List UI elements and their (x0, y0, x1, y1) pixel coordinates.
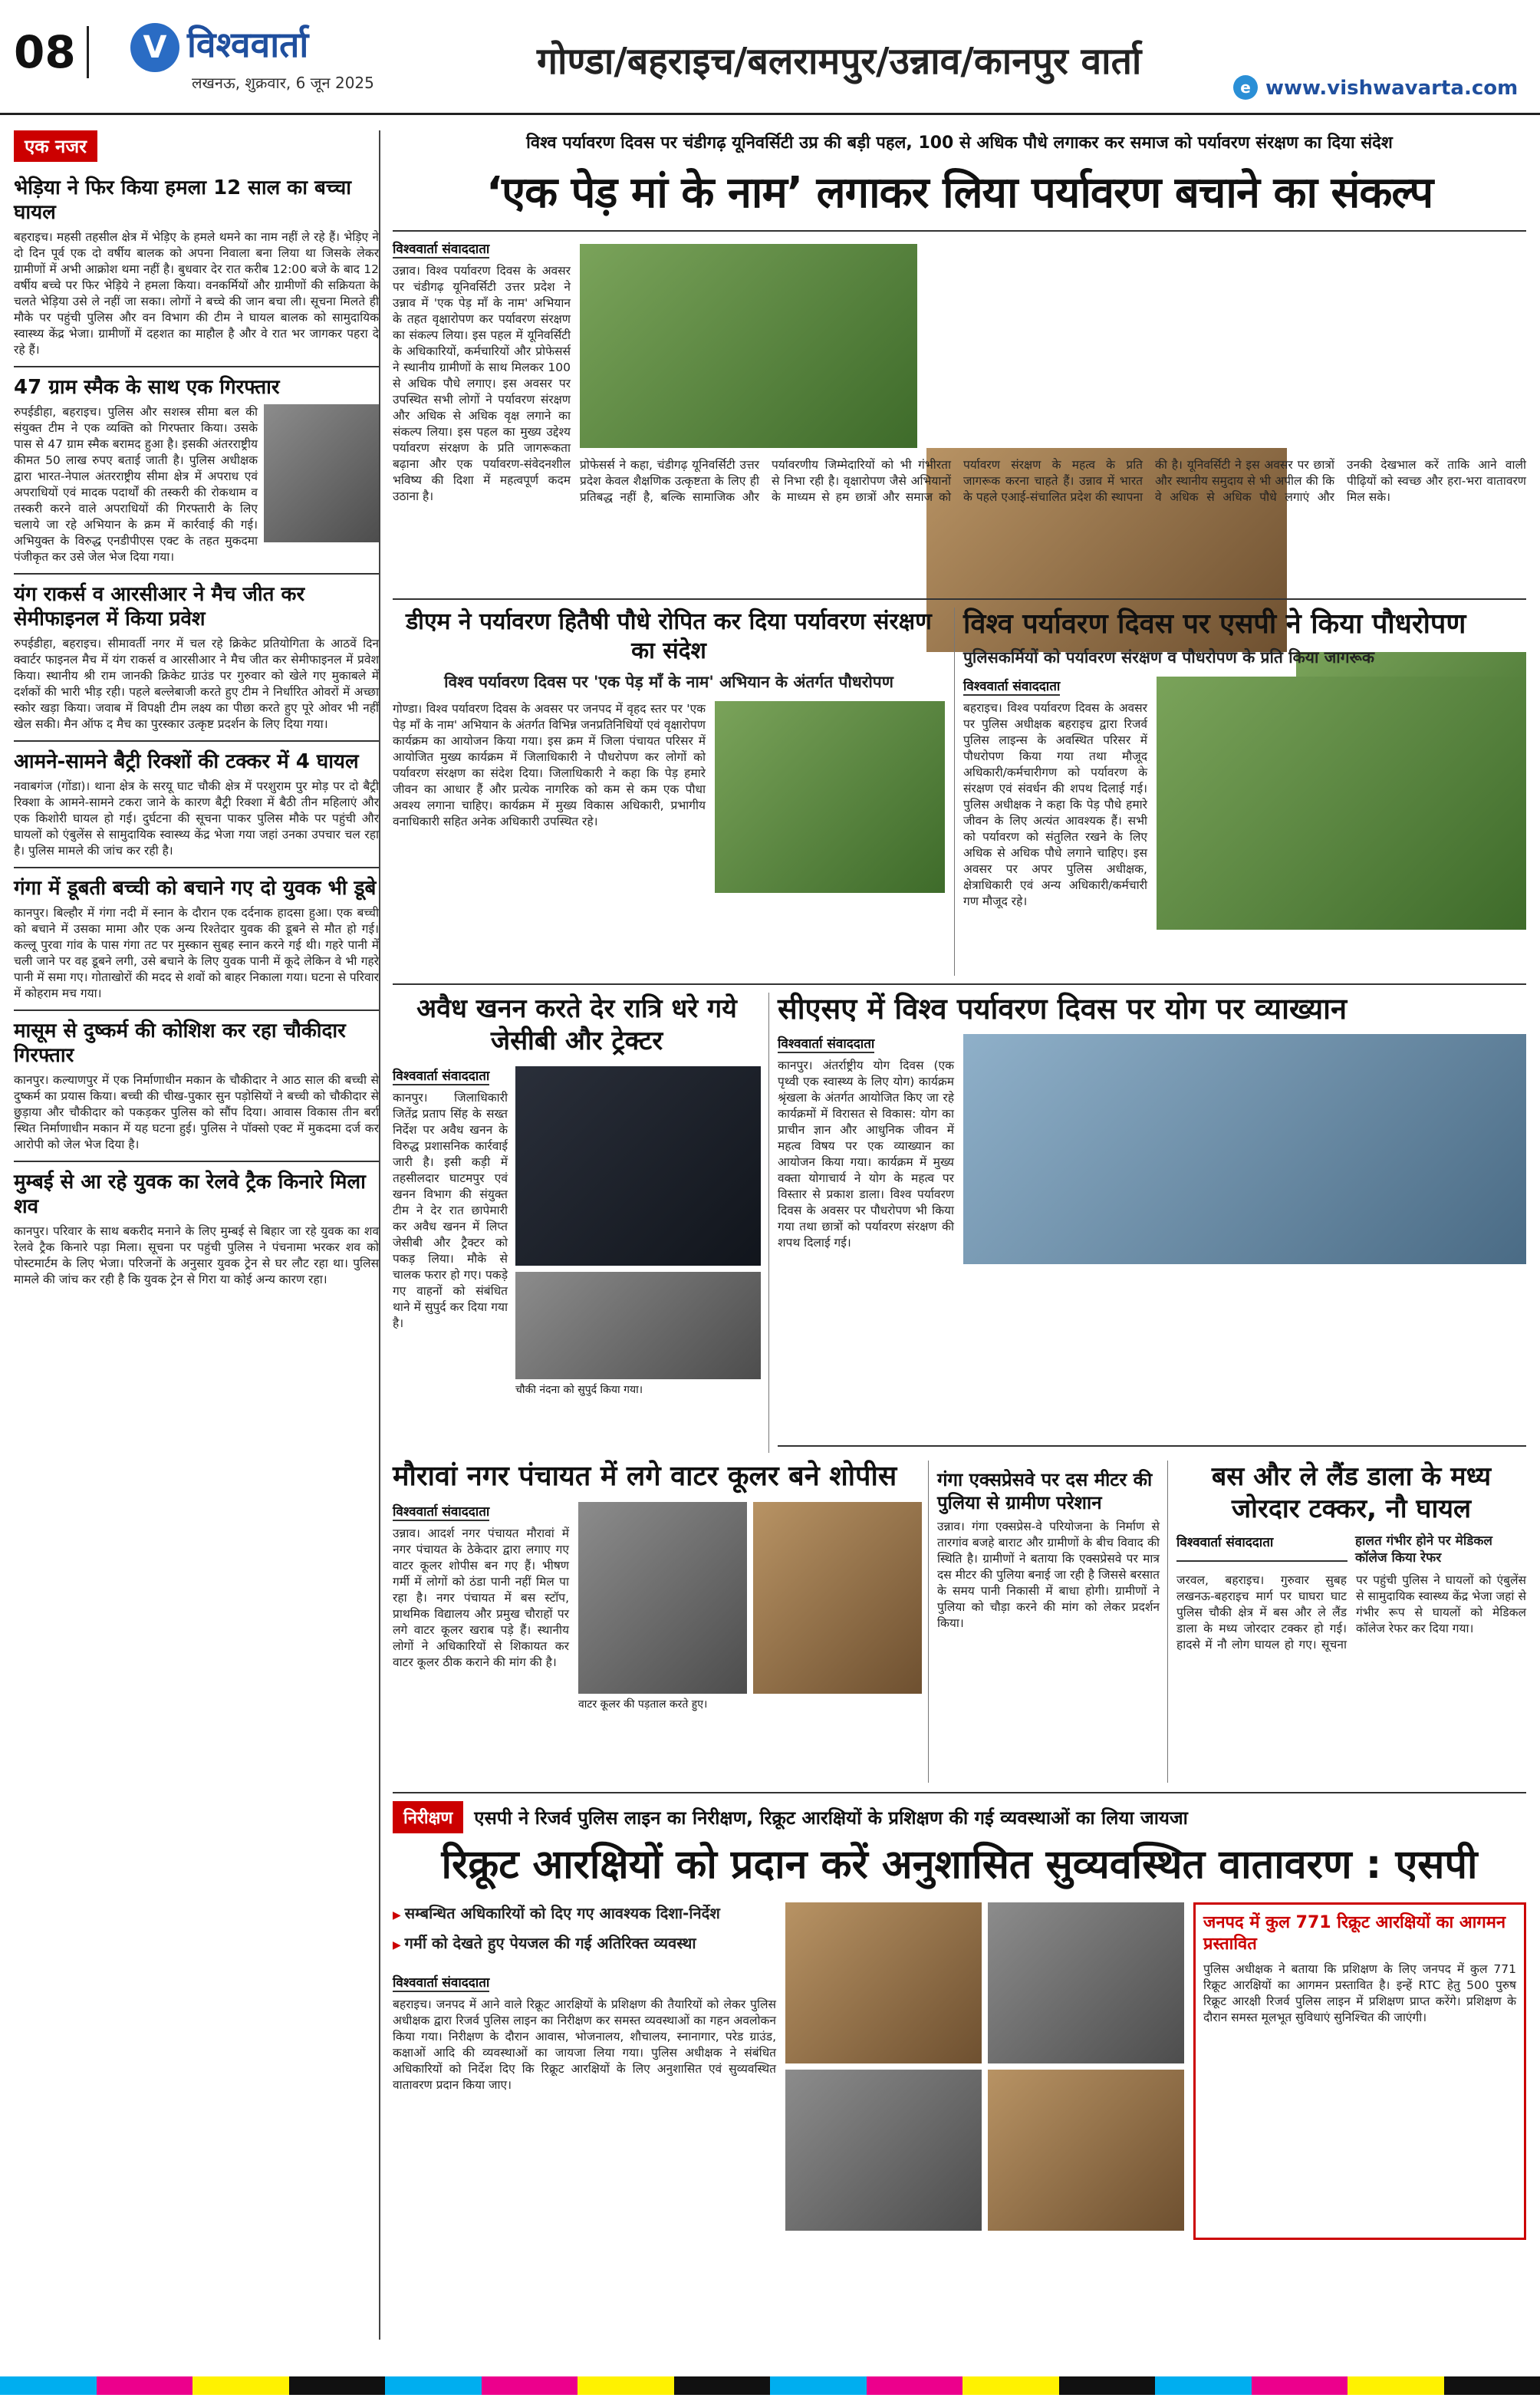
color-swatch (1252, 2376, 1348, 2395)
byline: विश्ववार्ता संवाददाता (393, 239, 489, 259)
story-headline: मासूम से दुष्कर्म की कोशिश कर रहा चौकीदार गिरफ्तार (14, 1019, 346, 1067)
left-column (14, 130, 380, 2340)
byline: विश्ववार्ता संवाददाता (1176, 1533, 1348, 1562)
cooler-story (393, 1461, 922, 1711)
story (14, 1170, 379, 1288)
color-swatch (674, 2376, 771, 2395)
color-swatch (770, 2376, 867, 2395)
story-headline: अवैध खनन करते देर रात्रि धरे गये जेसीबी और ट्रेक्टर (416, 993, 737, 1056)
story-headline: गंगा एक्सप्रेसवे पर दस मीटर की पुलिया से ग्रामीण परेशान (937, 1469, 1153, 1513)
story (14, 582, 379, 733)
color-swatch (289, 2376, 386, 2395)
color-swatch (867, 2376, 963, 2395)
story-headline: मुम्बई से आ रहे युवक का रेलवे ट्रैक किनारे मिला शव (14, 1171, 366, 1218)
photo-caption: वाटर कूलर की पड़ताल करते हुए। (578, 1698, 708, 1711)
story-body: कानपुर। परिवार के साथ बकरीद मनाने के लिए मुम्बई से बिहार जा रहे युवक का शव रेलवे ट्रैक किनारे पड़ा मिला। सूचना पर पहुंची पुलिस ने पंचनामा भरकर शव को पोस्टमार्टम के लिए भेजा। परिजनों के अनुसार युवक ट्रेन से घर लौट रहा था। पुलिस मामले की जांच कर रही है कि युवक ट्रेन से गिरा या कोई अन्य कारण रहा। (14, 1224, 379, 1286)
story-body: उन्नाव। गंगा एक्सप्रेस-वे परियोजना के निर्माण से तारगांव बजहे बाराट और ग्रामीणों के बीच विवाद की स्थिति है। ग्रामीणों ने बताया कि एक्सप्रेसवे पर मात्र दस मीटर की पुलिया बनाई जा रही है जिससे बरसात के समय पानी निकासी में बाधा होगी। ग्रामीणों ने पुलिया को चौड़ा करने की मांग को लेकर प्रदर्शन किया। (937, 1520, 1160, 1630)
story-body: कानपुर। जिलाधिकारी जितेंद्र प्रताप सिंह के सख्त निर्देश पर अवैध खनन के विरुद्ध प्रशासनिक कार्रवाई जारी है। इसी कड़ी में तहसीलदार घाटमपुर एवं खनन विभाग की संयुक्त टीम ने देर रात छापेमारी कर अवैध खनन में लिप्त जेसीबी और ट्रैक्टर को पकड़ लिया। मौके से चालक फरार हो गए। पकड़े गए वाहनों को संबंधित थाने में सुपुर्द कर दिया गया है। (393, 1091, 508, 1330)
story-body: जरवल, बहराइच। गुरुवार सुबह लखनऊ-बहराइच मार्ग पर घाघरा घाट पुलिस चौकी क्षेत्र में बस और ले लैंड डाला के मध्य जोरदार टक्कर हो गई। हादसे में नौ लोग घायल हो गए। सूचना पर पहुंची पुलिस ने घायलों को एंबुलेंस से सामुदायिक स्वास्थ्य केंद्र भेजा जहां से गंभीर रूप से घायलों को मेडिकल कॉलेज रेफर कर दिया गया। (1176, 1573, 1526, 1652)
color-swatch (578, 2376, 674, 2395)
police-kicker-row (393, 1801, 1526, 1833)
story-body: गोण्डा। विश्व पर्यावरण दिवस के अवसर पर जनपद में वृहद स्तर पर 'एक पेड़ माँ के नाम' अभियान के अंतर्गत विभिन्न जनप्रतिनिधियों एवं वृक्षारोपण कार्यक्रम का आयोजन किया गया। इस क्रम में जिला पंचायत परिसर में आयोजित मुख्य कार्यक्रम में जिलाधिकारी ने पौधरोपण कर लोगों को पर्यावरण संरक्षण का संदेश दिया। जिलाधिकारी ने कहा कि पेड़ हमारे जीवन का आधार हैं और प्रत्येक नागरिक को कम से कम एक पौधा अवश्य लगाना चाहिए। कार्यक्रम में मुख्य विकास अधिकारी, प्रभागीय वनाधिकारी सहित अनेक अधिकारी उपस्थित रहे। (393, 702, 706, 828)
story-headline: मौरावां नगर पंचायत में लगे वाटर कूलर बने शोपीस (393, 1461, 897, 1492)
officials-photo (515, 1272, 761, 1379)
website-link[interactable]: www.vishwavarta.com (1265, 77, 1519, 100)
column-tag: एक नजर (14, 130, 97, 162)
story-photo (264, 404, 379, 542)
police-photos (785, 1902, 1184, 2231)
cooler-photo (753, 1502, 922, 1694)
story-body: बहराइच। विश्व पर्यावरण दिवस के अवसर पर पुलिस अधीक्षक बहराइच द्वारा रिजर्व पुलिस लाइन्स के अवस्थित परिसर में पौधरोपण किया गया तथा मौजूद अधिकारी/कर्मचारीगण को पर्यावरण के संरक्षण एवं संवर्धन की शपथ दिलाई गई। पुलिस अधीक्षक ने कहा कि पेड़ पौधे हमारे जीवन के लिए अत्यंत आवश्यक हैं। सभी को पर्यावरण को संतुलित रखने के लिए अधिक से अधिक पौधे लगाने चाहिए। इस अवसर पर अपर पुलिस अधीक्षक, क्षेत्राधिकारी एवं अन्य अधिकारी/कर्मचारी गण मौजूद रहे। (963, 701, 1147, 908)
lead-body-continued: प्रोफेसर्स ने कहा, चंडीगढ़ यूनिवर्सिटी उत्तर प्रदेश केवल शैक्षणिक उत्कृष्टता के लिए ही प्रतिबद्ध नहीं है, बल्कि सामाजिक और पर्यावरणीय जिम्मेदारियों को भी गंभीरता से निभा रही है। वृक्षारोपण जैसे अभियानों के माध्यम से हम छात्रों और समाज को पर्यावरण संरक्षण के महत्व के प्रति जागरूक करना चाहते हैं। उन्नाव में भारत के पहले एआई-संचालित प्रदेश की स्थापना की है। यूनिवर्सिटी ने इस अवसर पर छात्रों और स्थानीय समुदाय से भी अपील की कि वे अधिक से अधिक पौधे लगाएं और उनकी देखभाल करें ताकि आने वाली पीढ़ियों को स्वच्छ और हरा-भरा वातावरण मिल सके। (580, 458, 1526, 504)
color-swatch (1155, 2376, 1252, 2395)
inspection-photo (785, 2070, 982, 2231)
story-body: उन्नाव। आदर्श नगर पंचायत मौरावां में नगर पंचायत के ठेकेदार द्वारा लगाए गए वाटर कूलर शोपीस बन गए हैं। भीषण गर्मी में लोगों को ठंडा पानी नहीं मिल पा रहा है। नगर पंचायत में बस स्टॉप, प्राथमिक विद्यालय और प्रमुख चौराहों पर लगे वाटर कूलर खराब पड़े हैं। स्थानीय लोगों ने अधिकारियों से शिकायत कर वाटर कूलर ठीक कराने की मांग की है। (393, 1527, 569, 1669)
yoga-story (778, 993, 1526, 1264)
tree-planting-photo (580, 244, 917, 448)
story-body: नवाबगंज (गोंडा)। थाना क्षेत्र के सरयू घाट चौकी क्षेत्र में परशुराम पुर मोड़ पर दो बैट्री रिक्शा के आमने-सामने टकरा जाने के कारण बैट्री रिक्शा में बैठी तीन महिलाएं और एक किशोरी घायल हो गई। दुर्घटना की सूचना पाकर पुलिस मौके पर पहुंची और घायलों को एंबुलेंस से सामुदायिक स्वास्थ्य केंद्र भेजा गया जहां उनका उपचार चल रहा है। पुलिस मामले की जांच कर रही है। (14, 779, 379, 858)
story-headline: आमने-सामने बैट्री रिक्शों की टक्कर में 4 घायल (14, 750, 359, 773)
info-box-body: पुलिस अधीक्षक ने बताया कि प्रशिक्षण के लिए जनपद में कुल 771 रिक्रूट आरक्षियों का आगमन प्रस्तावित है। इन्हें RTC हेतु 500 पुरुष रिक्रूट आरक्षी रिजर्व पुलिस लाइन में प्रशिक्षण प्राप्त करेंगे। प्रशिक्षण के दौरान समस्त मूलभूत सुविधाएं सुनिश्चित की जाएंगी। (1203, 1962, 1516, 2024)
brand-name: विश्ववार्ता (187, 24, 309, 65)
story-headline: बस और ले लैंड डाला के मध्य जोरदार टक्कर, नौ घायल (1211, 1461, 1492, 1524)
byline: विश्ववार्ता संवाददाता (778, 1034, 874, 1053)
brand-logo-icon: V (130, 23, 179, 72)
byline: विश्ववार्ता संवाददाता (393, 1066, 489, 1085)
cooler-photo (578, 1502, 747, 1694)
sp-story (963, 608, 1526, 930)
story-kicker: एसपी ने रिजर्व पुलिस लाइन का निरीक्षण, रिक्रूट आरक्षियों के प्रशिक्षण की गई व्यवस्थाओं का लिया जायजा (474, 1807, 1188, 1829)
inspection-photo (785, 1902, 982, 2063)
inspection-photo (988, 2070, 1184, 2231)
yoga-event-photo (963, 1034, 1526, 1264)
mining-story (393, 993, 761, 1397)
photo-caption: चौकी नंदना को सुपुर्द किया गया। (515, 1384, 643, 1396)
info-box (1193, 1902, 1526, 2240)
color-swatch (1348, 2376, 1444, 2395)
inspection-photo (988, 1902, 1184, 2063)
jcb-night-photo (515, 1066, 761, 1266)
story-body: कानपुर। अंतर्राष्ट्रीय योग दिवस (एक पृथ्वी एक स्वास्थ्य के लिए योग) कार्यक्रम श्रृंखला के अंतर्गत आयोजित किए जा रहे कार्यक्रमों में विरासत से विकास: योग का प्राचीन ज्ञान और आधुनिक जीवन में महत्व विषय पर एक व्याख्यान का आयोजन किया गया। कार्यक्रम में मुख्य वक्ता योगाचार्य ने योग के महत्व पर विस्तार से प्रकाश डाला। विश्व पर्यावरण दिवस के अवसर पर पौधरोपण भी किया गया तथा छात्रों को पर्यावरण संरक्षण की शपथ दिलाई गई। (778, 1059, 954, 1250)
color-swatch (97, 2376, 193, 2395)
ganga-story (937, 1461, 1160, 1632)
story-headline: गंगा में डूबती बच्ची को बचाने गए दो युवक भी डूबे (14, 877, 377, 900)
color-swatch (0, 2376, 97, 2395)
bus-story (1176, 1461, 1526, 1653)
story-body: बहराइच। महसी तहसील क्षेत्र में भेड़िए के हमले थमने का नाम नहीं ले रहे हैं। भेड़िए ने दो दिन पूर्व एक दो वर्षीय बालक को अपना निवाला बना लिया था जिसके लेकर ग्रामीणों में अभी आक्रोश थमा नहीं है। बुधवार देर रात करीब 12:00 बजे के बाद 12 वर्षीय बच्चे पर फिर भेड़िये ने हमला किया। वनकर्मियों और ग्रामीणों की सक्रियता के चलते भेड़िया उसे ले नहीं जा सका। लोगों ने बच्चे की जान बचा ली। सूचना मिलते ही मौके पर पहुंची पुलिस और वन विभाग की टीम ने घायल बालक को सामुदायिक स्वास्थ्य केंद्र भेजा। ग्रामीणों में दहशत का माहौल है और वे रात भर जागकर पहरा दे रहे हैं। (14, 230, 379, 357)
sp-planting-photo (1157, 677, 1526, 930)
page-number: 08 (14, 26, 89, 78)
police-bullets (393, 1902, 776, 2093)
story-subheadline: पुलिसकर्मियों को पर्यावरण संरक्षण व पौधरोपण के प्रति किया जागरूक (963, 648, 1374, 667)
section-tag: निरीक्षण (393, 1801, 463, 1833)
story-body: रुपईडीहा, बहराइच। सीमावर्ती नगर में चल रहे क्रिकेट प्रतियोगिता के आठवें दिन क्वार्टर फाइनल मैच में यंग राकर्स व आरसीआर ने मैच जीत कर सेमीफाइनल में प्रवेश किया। स्थानीय श्री राम जानकी क्रिकेट ग्राउंड पर गुरुवार को खेले गए मुकाबले में दर्शकों की भारी भीड़ रही। पहले बल्लेबाजी करते हुए टीम ने निर्धारित ओवरों में अच्छा स्कोर खड़ा किया। जवाब में विपक्षी टीम लक्ष्य का पीछा करते हुए पूरे ओवर भी नहीं खेल सकी। मैन ऑफ द मैच का पुरस्कार उत्कृष्ट प्रदर्शन के लिए दिया गया। (14, 637, 379, 731)
byline: विश्ववार्ता संवाददाता (393, 1502, 489, 1521)
color-swatch (385, 2376, 482, 2395)
story-headline: रिक्रूट आरक्षियों को प्रदान करें अनुशासित सुव्यवस्थित वातावरण : एसपी (441, 1842, 1478, 1888)
story-headline: विश्व पर्यावरण दिवस पर एसपी ने किया पौधरोपण (963, 608, 1466, 640)
story-headline: यंग राकर्स व आरसीआर ने मैच जीत कर सेमीफाइनल में किया प्रवेश (14, 583, 305, 631)
color-swatch (1059, 2376, 1156, 2395)
lead-headline: ‘एक पेड़ मां के नाम’ लगाकर लिया पर्यावरण बचाने का संकल्प (485, 168, 1433, 218)
byline: विश्ववार्ता संवाददाता (963, 677, 1060, 696)
dateline: लखनऊ, शुक्रवार, 6 जून 2025 (192, 74, 374, 92)
story (14, 749, 379, 859)
byline: विश्ववार्ता संवाददाता (393, 1973, 489, 1992)
story-body: कानपुर। कल्याणपुर में एक निर्माणाधीन मकान के चौकीदार ने आठ साल की बच्ची से दुष्कर्म का प्रयास किया। बच्ची की चीख-पुकार सुन पड़ोसियों ने बच्ची को चौकीदार से छुड़ाया और चौकीदार को पकड़कर पुलिस को सौंप दिया। आवास विकास तीन बर्रा स्थित निर्माणाधीन मकान में यह घटना हुई। पुलिस ने पॉक्सो एक्ट में मुकदमा दर्ज कर आरोपी को जेल भेज दिया है। (14, 1073, 379, 1151)
color-swatch (962, 2376, 1059, 2395)
color-swatch (192, 2376, 289, 2395)
story-body: उन्नाव। विश्व पर्यावरण दिवस के अवसर पर चंडीगढ़ यूनिवर्सिटी उत्तर प्रदेश ने उन्नाव में 'एक पेड़ माँ के नाम' अभियान के तहत वृक्षारोपण कर पर्यावरण संरक्षण का संकल्प लिया। इस पहल में यूनिवर्सिटी के अधिकारियों, कर्मचारियों और प्रोफेसर्स ने स्थानीय ग्रामीणों के साथ मिलकर 100 से अधिक पौधे लगाए। इस अवसर पर उपस्थित सभी लोगों ने पर्यावरण संरक्षण और अधिक से अधिक वृक्ष लगाने का संकल्प लिया। इस पहल का मुख्य उद्देश्य पर्यावरण संरक्षण के प्रति जागरूकता बढ़ाना और एक पर्यावरण-संवेदनशील भविष्य की दिशा में महत्वपूर्ण कदम उठाना है। (393, 264, 571, 503)
story (14, 176, 379, 358)
story (14, 375, 379, 565)
bullet-item: ▶ गर्मी को देखते हुए पेयजल की गई अतिरिक्त व्यवस्था (393, 1932, 776, 1956)
story-headline: सीएसए में विश्व पर्यावरण दिवस पर योग पर व्याख्यान (778, 992, 1348, 1026)
story-headline: भेड़िया ने फिर किया हमला 12 साल का बच्चा घायल (14, 176, 351, 224)
masthead (0, 0, 1540, 115)
color-swatch (482, 2376, 578, 2395)
section-title: गोण्डा/बहराइच/बलरामपुर/उन्नाव/कानपुर वार्ता (537, 40, 1142, 83)
story-kicker: विश्व पर्यावरण दिवस पर 'एक पेड़ माँ के नाम' अभियान के अंतर्गत पौधरोपण (444, 673, 893, 691)
bullet-item: ▶ सम्बन्धित अधिकारियों को दिए गए आवश्यक दिशा-निर्देश (393, 1902, 776, 1926)
story (14, 1019, 379, 1153)
story-headline: 47 ग्राम स्मैक के साथ एक गिरफ्तार (14, 376, 280, 399)
story-body: कानपुर। बिल्हौर में गंगा नदी में स्नान के दौरान एक दर्दनाक हादसा हुआ। एक बच्ची को बचाने में उसका मामा और एक अन्य रिश्तेदार युवक की डूबने से मौत हो गई। कल्लू पुरवा गांव के पास गंगा तट पर मुस्कान सुबह स्नान करने गई थी। गहरे पानी में चली जाने पर वह डूबने लगी, उसे बचाने के लिए युवक पानी में कूदे लेकिन वे भी गहरे पानी में समा गए। गोताखोरों की मदद से शवों को बाहर निकाला गया। घटना से परिवार में कोहराम मच गया। (14, 906, 379, 1000)
lead-text (393, 239, 571, 505)
print-color-bar (0, 2376, 1540, 2395)
dm-story (393, 608, 945, 893)
color-swatch (1444, 2376, 1540, 2395)
dm-planting-photo (715, 701, 945, 893)
lead-kicker: विश्व पर्यावरण दिवस पर चंडीगढ़ यूनिवर्सिटी उप्र की बड़ी पहल, 100 से अधिक पौधे लगाकर कर समाज को पर्यावरण संरक्षण का दिया संदेश (526, 133, 1393, 153)
story-headline: डीएम ने पर्यावरण हितैषी पौधे रोपित कर दिया पर्यावरण संरक्षण का संदेश (406, 608, 932, 664)
story-subheadline: हालत गंभीर होने पर मेडिकल कॉलेज किया रेफर (1355, 1533, 1492, 1566)
story-body: बहराइच। जनपद में आने वाले रिक्रूट आरक्षियों के प्रशिक्षण की तैयारियों को लेकर पुलिस अधीक्षक द्वारा रिजर्व पुलिस लाइन का निरीक्षण कर समस्त व्यवस्थाओं का गहन अवलोकन किया गया। निरीक्षण के दौरान आवास, भोजनालय, शौचालय, स्नानागार, परेड ग्राउंड, कक्षाओं आदि की व्यवस्थाओं का जायजा लिया गया। पुलिस अधीक्षक ने संबंधित अधिकारियों को निर्देश दिए कि रिक्रूट आरक्षियों के लिए अनुशासित एवं सुव्यवस्थित वातावरण प्रदान किया जाए। (393, 1998, 776, 2092)
story (14, 876, 379, 1002)
info-box-title: जनपद में कुल 771 रिक्रूट आरक्षियों का आगमन प्रस्तावित (1203, 1913, 1506, 1954)
story-body: रुपईडीहा, बहराइच। पुलिस और सशस्त्र सीमा बल की संयुक्त टीम ने एक व्यक्ति को गिरफ्तार किया। उसके पास से 47 ग्राम स्मैक बरामद हुआ है। इसकी अंतरराष्ट्रीय कीमत 50 लाख रुपए बताई जाती है। पुलिस अधीक्षक द्वारा भारत-नेपाल अंतरराष्ट्रीय सीमा क्षेत्र में अपराध एवं अपराधियों एवं मादक पदार्थों की तस्करी की रोकथाम व तस्करी करने वाले अपराधियों की गिरफ्तारी के लिए चलाये जा रहे अभियान के क्रम में कार्रवाई की गई। अभियुक्त के विरुद्ध एनडीपीएस एक्ट के तहत मुकदमा पंजीकृत कर उसे जेल भेज दिया गया। (14, 405, 258, 564)
globe-icon: e (1233, 75, 1258, 100)
